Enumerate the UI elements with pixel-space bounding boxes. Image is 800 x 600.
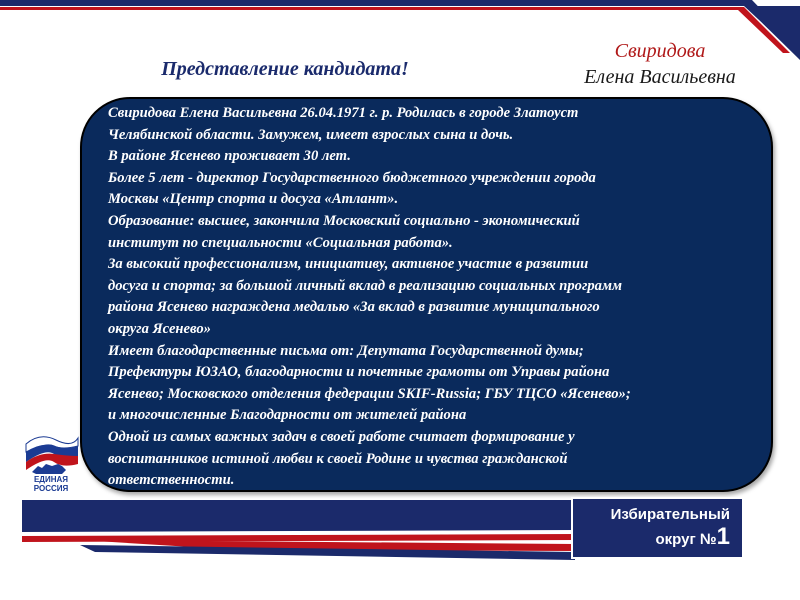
district-text: округ № — [655, 531, 717, 548]
candidate-name — [530, 38, 790, 90]
bio-line: Ясенево; Московского отделения федерации SKIF-Russia; ГБУ ТЦСО «Ясенево»; — [108, 385, 631, 402]
slide-title: Представление кандидата! — [161, 58, 409, 80]
bio-line: и многочисленные Благодарности от жителей района — [108, 407, 467, 424]
bio-line: Одной из самых важных задач в своей работе считает формирование у — [108, 428, 575, 445]
candidate-given-names: Елена Васильевна — [584, 66, 736, 88]
bio-line: Москвы «Центр спорта и досуга «Атлант». — [108, 191, 399, 208]
bio-line: досуга и спорта; за большой личный вклад в реализацию социальных программ — [108, 277, 622, 294]
bio-line: Более 5 лет - директор Государственного бюджетного учреждении города — [108, 169, 596, 186]
district-number-row — [573, 525, 730, 552]
bio-line: ответственности. — [108, 472, 235, 489]
bio-line: Образование: высшее, закончила Московский социально - экономический — [108, 212, 580, 229]
bio-line: За высокий профессионализм, инициативу, активное участие в развитии — [108, 256, 589, 273]
bio-line: Челябинской области. Замужем, имеет взрослых сына и дочь. — [108, 126, 514, 143]
bottom-blue-band — [22, 500, 575, 532]
candidate-surname: Свиридова — [614, 40, 706, 62]
logo-line2: РОССИЯ — [33, 484, 69, 493]
district-badge — [571, 497, 744, 559]
bio-line: округа Ясенево» — [108, 320, 211, 337]
bio-line: В районе Ясенево проживает 30 лет. — [108, 148, 351, 165]
bio-line: воспитанников истиной любви к своей Родине и чувства гражданской — [108, 450, 568, 467]
bio-line: институт по специальности «Социальная работа». — [108, 234, 453, 251]
bio-line: Свиридова Елена Васильевна 26.04.1971 г. р. Родилась в городе Златоуст — [108, 105, 579, 121]
bio-line: Имеет благодарственные письма от: Депутата Государственной думы; — [108, 342, 584, 359]
bio-panel — [80, 97, 773, 492]
bio-line: Префектуры ЮЗАО, благодарности и почетные грамоты от Управы района — [108, 364, 610, 381]
district-number: 1 — [716, 523, 730, 550]
district-label: Избирательный — [610, 506, 730, 523]
logo-label — [16, 475, 86, 493]
bio-line: района Ясенево награждена медалью «За вклад в развитие муниципального — [108, 299, 600, 316]
logo-line1: ЕДИНАЯ — [33, 475, 69, 484]
